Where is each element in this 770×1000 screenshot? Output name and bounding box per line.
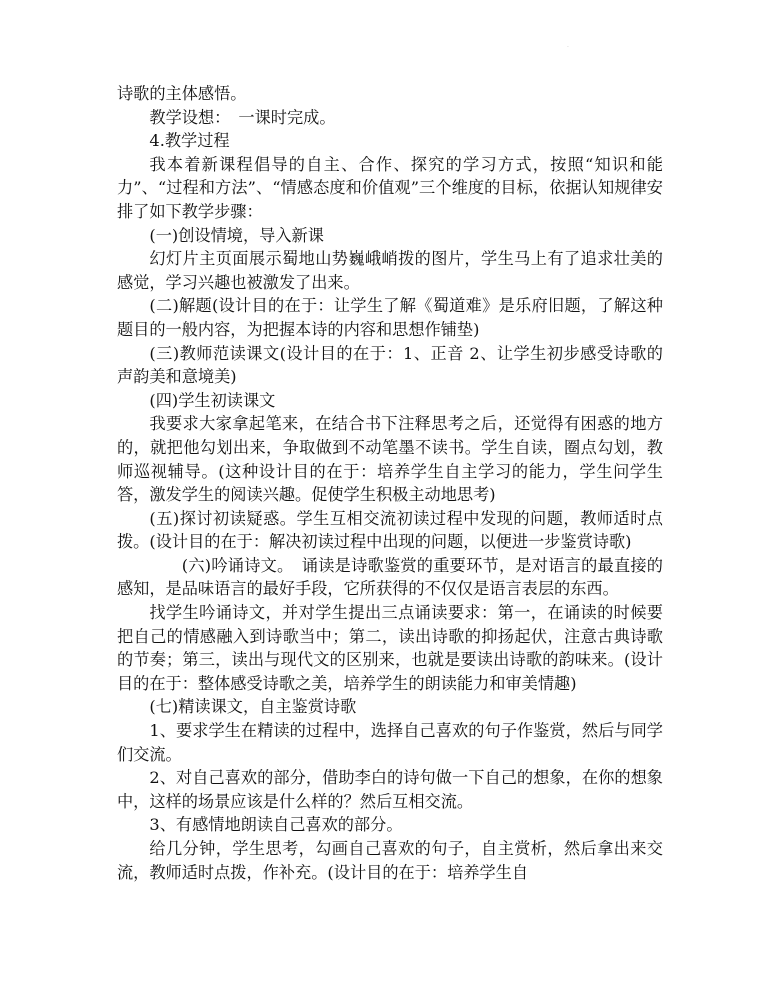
paragraph: 给几分钟，学生思考，勾画自己喜欢的句子，自主赏析，然后拿出来交流，教师适时点拨，作补充。(设计目的在于：培养学生自 bbox=[117, 839, 663, 882]
paragraph: (四)学生初读课文 bbox=[149, 390, 276, 410]
paragraph: 幻灯片主页面展示蜀地山势巍峨峭拨的图片，学生马上有了追求壮美的感觉，学习兴趣也被激发了出来。 bbox=[117, 249, 663, 292]
paragraph: 诗歌的主体感悟。 bbox=[117, 84, 247, 103]
paragraph: 我本着新课程倡导的自主、合作、探究的学习方式，按照“知识和能力”、“过程和方法”、“情感态度和价值观”三个维度的目标，依据认知规律安排了如下教学步骤： bbox=[117, 154, 663, 221]
paragraph: (一)创设情境，导入新课 bbox=[149, 225, 324, 245]
paragraph: (三)教师范读课文(设计目的在于：1、正音 2、让学生初步感受诗歌的声韵美和意境美) bbox=[117, 343, 663, 387]
paragraph: 教学设想： 一课时完成。 bbox=[149, 107, 336, 127]
paragraph: 3、有感情地朗读自己喜欢的部分。 bbox=[149, 815, 403, 835]
paragraph: 2、对自己喜欢的部分，借助李白的诗句做一下自己的想象，在你的想象中，这样的场景应该是什么样的？然后互相交流。 bbox=[117, 768, 663, 811]
paragraph: (五)探讨初读疑惑。学生互相交流初读过程中发现的问题，教师适时点拨。(设计目的在于：解决初读过程中出现的问题，以便进一步鉴赏诗歌) bbox=[117, 508, 663, 552]
header-mark: · bbox=[567, 44, 569, 51]
paragraph: 4.教学过程 bbox=[149, 131, 230, 151]
paragraph: 找学生吟诵诗文，并对学生提出三点诵读要求：第一，在诵读的时候要把自己的情感融入到诗歌当中；第二，读出诗歌的抑扬起伏，注意古典诗歌的节奏；第三，读出与现代文的区别来，也就是要读出诗歌的韵味来。(设计目的在于：整体感受诗歌之美，培养学生的朗读能力和审美情趣) bbox=[117, 603, 663, 693]
paragraph: (六)吟诵诗文。 诵读是诗歌鉴赏的重要环节，是对语言的最直接的感知，是品味语言的最好手段，它所获得的不仅仅是语言表层的东西。 bbox=[117, 555, 663, 599]
paragraph: 1、要求学生在精读的过程中，选择自己喜欢的句子作鉴赏，然后与同学们交流。 bbox=[117, 721, 663, 764]
paragraph: (二)解题(设计目的在于：让学生了解《蜀道难》是乐府旧题，了解这种题目的一般内容，为把握本诗的内容和思想作铺垫) bbox=[117, 296, 663, 339]
document-body bbox=[117, 82, 663, 884]
paragraph: (七)精读课文，自主鉴赏诗歌 bbox=[149, 697, 357, 717]
paragraph: 我要求大家拿起笔来，在结合书下注释思考之后，还觉得有困惑的地方的，就把他勾划出来，争取做到不动笔墨不读书。学生自读，圈点勾划，教师巡视辅导。(这种设计目的在于：培养学生自主学习的能力，学生问学生答，激发学生的阅读兴趣。促使学生积极主动地思考) bbox=[117, 414, 663, 505]
